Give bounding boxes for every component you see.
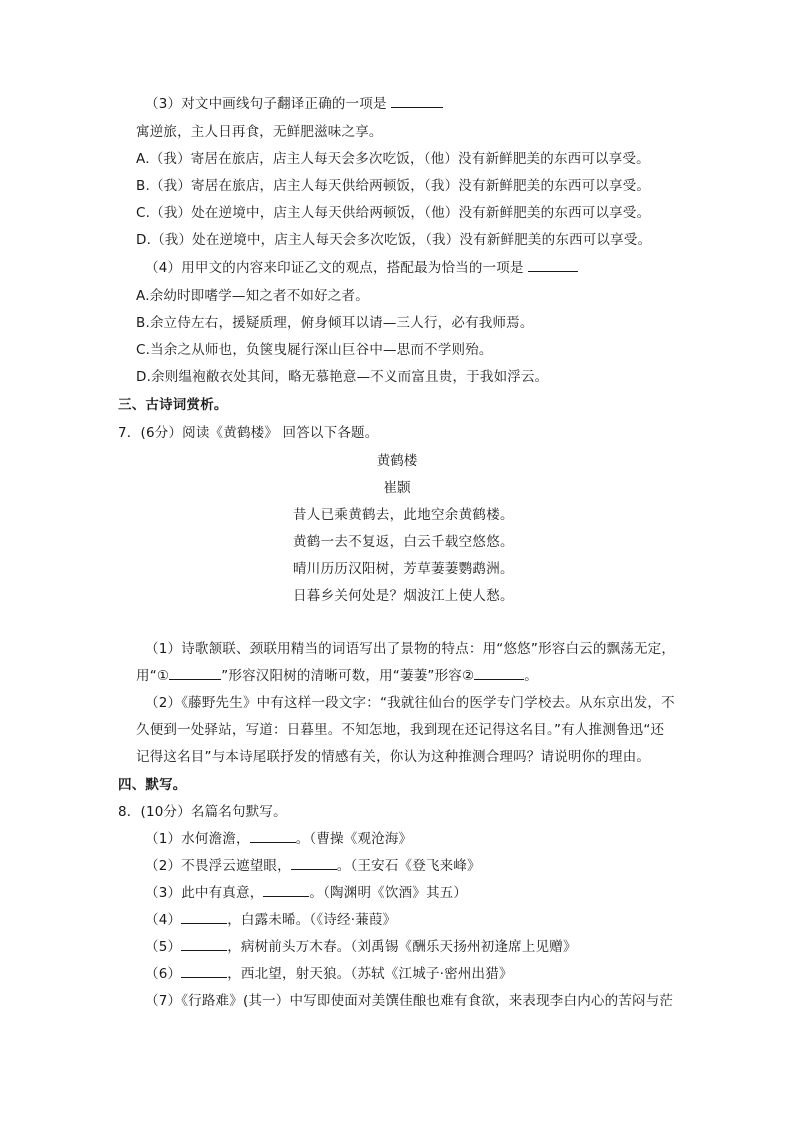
q8-blank-5[interactable] — [181, 938, 227, 951]
q8-item-1-post: 。（曹操《观沧海》 — [295, 831, 413, 847]
q8-item-2 — [145, 857, 481, 875]
q8-item-4-pre: （4） — [145, 912, 182, 928]
section3-heading: 三、古诗词赏析。 — [118, 397, 228, 413]
q7-sub2-line3: 记得这名目”与本诗尾联抒发的情感有关，你认为这种推测合理吗？请说明你的理由。 — [136, 749, 651, 765]
poem-line-3: 晴川历历汉阳树，芳草萋萋鹦鹉洲。 — [293, 561, 514, 577]
q8-item-5-pre: （5） — [145, 939, 182, 955]
q8-blank-6[interactable] — [181, 965, 227, 978]
q7-sub1-text-c: 。 — [524, 668, 538, 684]
section4-heading: 四、默写。 — [118, 777, 187, 793]
q8-item-7: （7）《行路难》(其一）中写即使面对美馔佳酿也难有食欲，来表现李白内心的苦闷与茫 — [145, 993, 674, 1009]
q8-item-1-pre: （1）水何澹澹， — [145, 831, 250, 847]
q8-blank-4[interactable] — [181, 911, 227, 924]
poem-line-4: 日暮乡关何处是？烟波江上使人愁。 — [293, 588, 514, 604]
q8-item-6-post: ，西北望，射天狼。（苏轼《江城子·密州出猎》 — [227, 966, 513, 982]
poem-line-1: 昔人已乘黄鹤去，此地空余黄鹤楼。 — [293, 507, 514, 523]
q8-blank-3[interactable] — [263, 884, 309, 897]
q4-option-a: A.余幼时即嗜学—知之者不如好之者。 — [136, 288, 369, 304]
q8-item-3-pre: （3）此中有真意， — [145, 885, 264, 901]
q7-blank-2[interactable] — [474, 667, 524, 680]
q8-item-4-post: ，白露未晞。（《诗经·蒹葭》 — [227, 912, 397, 928]
q8-blank-2[interactable] — [291, 857, 337, 870]
q8-item-2-post: 。（王安石《登飞来峰》 — [336, 858, 481, 874]
q4-answer-blank[interactable] — [528, 259, 578, 272]
q3-prompt: （3）对文中画线句子翻译正确的一项是 — [145, 96, 387, 112]
q7-sub1-line1: （1）诗歌颔联、颈联用精当的词语写出了景物的特点：用“悠悠”形容白云的飘荡无定， — [145, 641, 676, 657]
q3-answer-blank[interactable] — [391, 95, 443, 108]
q7-sub2-line1: （2）《藤野先生》中有这样一段文字：“我就往仙台的医学专门学校去。从东京出发，不 — [145, 695, 675, 711]
q3-option-d: D.（我）处在逆境中，店主人每天会多次吃饭，（我）没有新鲜肥美的东西可以享受。 — [136, 232, 652, 248]
q4-prompt-line — [145, 259, 578, 277]
q8-intro: 8．(10分）名篇名句默写。 — [118, 804, 287, 820]
q8-item-3-post: 。（陶渊明《饮酒》其五） — [309, 885, 468, 901]
poem-author: 崔颢 — [383, 480, 411, 496]
q3-option-b: B.（我）寄居在旅店，店主人每天供给两顿饭，（我）没有新鲜肥美的东西可以享受。 — [136, 178, 651, 194]
q4-option-d: D.余则缊袍敝衣处其间，略无慕艳意—不义而富且贵，于我如浮云。 — [136, 369, 549, 385]
q8-item-5-post: ，病树前头万木春。（刘禹锡《酬乐天扬州初逢席上见赠》 — [227, 939, 577, 955]
q8-item-1 — [145, 830, 412, 848]
q3-prompt-line — [145, 95, 443, 113]
q7-intro: 7．(6分）阅读《黄鹤楼》 回答以下各题。 — [118, 425, 379, 441]
q8-blank-1[interactable] — [250, 830, 296, 843]
q3-option-a: A.（我）寄居在旅店，店主人每天会多次吃饭，（他）没有新鲜肥美的东西可以享受。 — [136, 151, 650, 167]
poem-title: 黄鹤楼 — [376, 453, 418, 469]
q3-sentence: 寓逆旅，主人日再食，无鲜肥滋味之享。 — [136, 124, 383, 140]
q7-sub2-line2: 久便到一处驿站，写道：日暮里。不知怎地，我到现在还记得这名目。”有人推测鲁迅“还 — [136, 722, 665, 738]
q7-sub1-line2 — [136, 667, 538, 685]
q4-prompt: （4）用甲文的内容来印证乙文的观点，搭配最为恰当的一项是 — [145, 260, 524, 276]
q3-option-c: C.（我）处在逆境中，店主人每天供给两顿饭，（他）没有新鲜肥美的东西可以享受。 — [136, 205, 651, 221]
q4-option-b: B.余立侍左右，援疑质理，俯身倾耳以请—三人行，必有我师焉。 — [136, 315, 534, 331]
q4-option-c: C.当余之从师也，负箧曳屣行深山巨谷中—思而不学则殆。 — [136, 342, 493, 358]
q7-sub1-text-a: 用“① — [136, 668, 170, 684]
q8-item-3 — [145, 884, 467, 902]
q8-item-6 — [145, 965, 513, 983]
q8-item-5 — [145, 938, 577, 956]
q8-item-4 — [145, 911, 396, 929]
q7-sub1-text-b: ”形容汉阳树的清晰可数，用“萋萋”形容② — [221, 668, 475, 684]
q8-item-6-pre: （6） — [145, 966, 182, 982]
q8-item-2-pre: （2）不畏浮云遮望眼， — [145, 858, 291, 874]
poem-line-2: 黄鹤一去不复返，白云千载空悠悠。 — [293, 534, 514, 550]
q7-blank-1[interactable] — [169, 667, 221, 680]
